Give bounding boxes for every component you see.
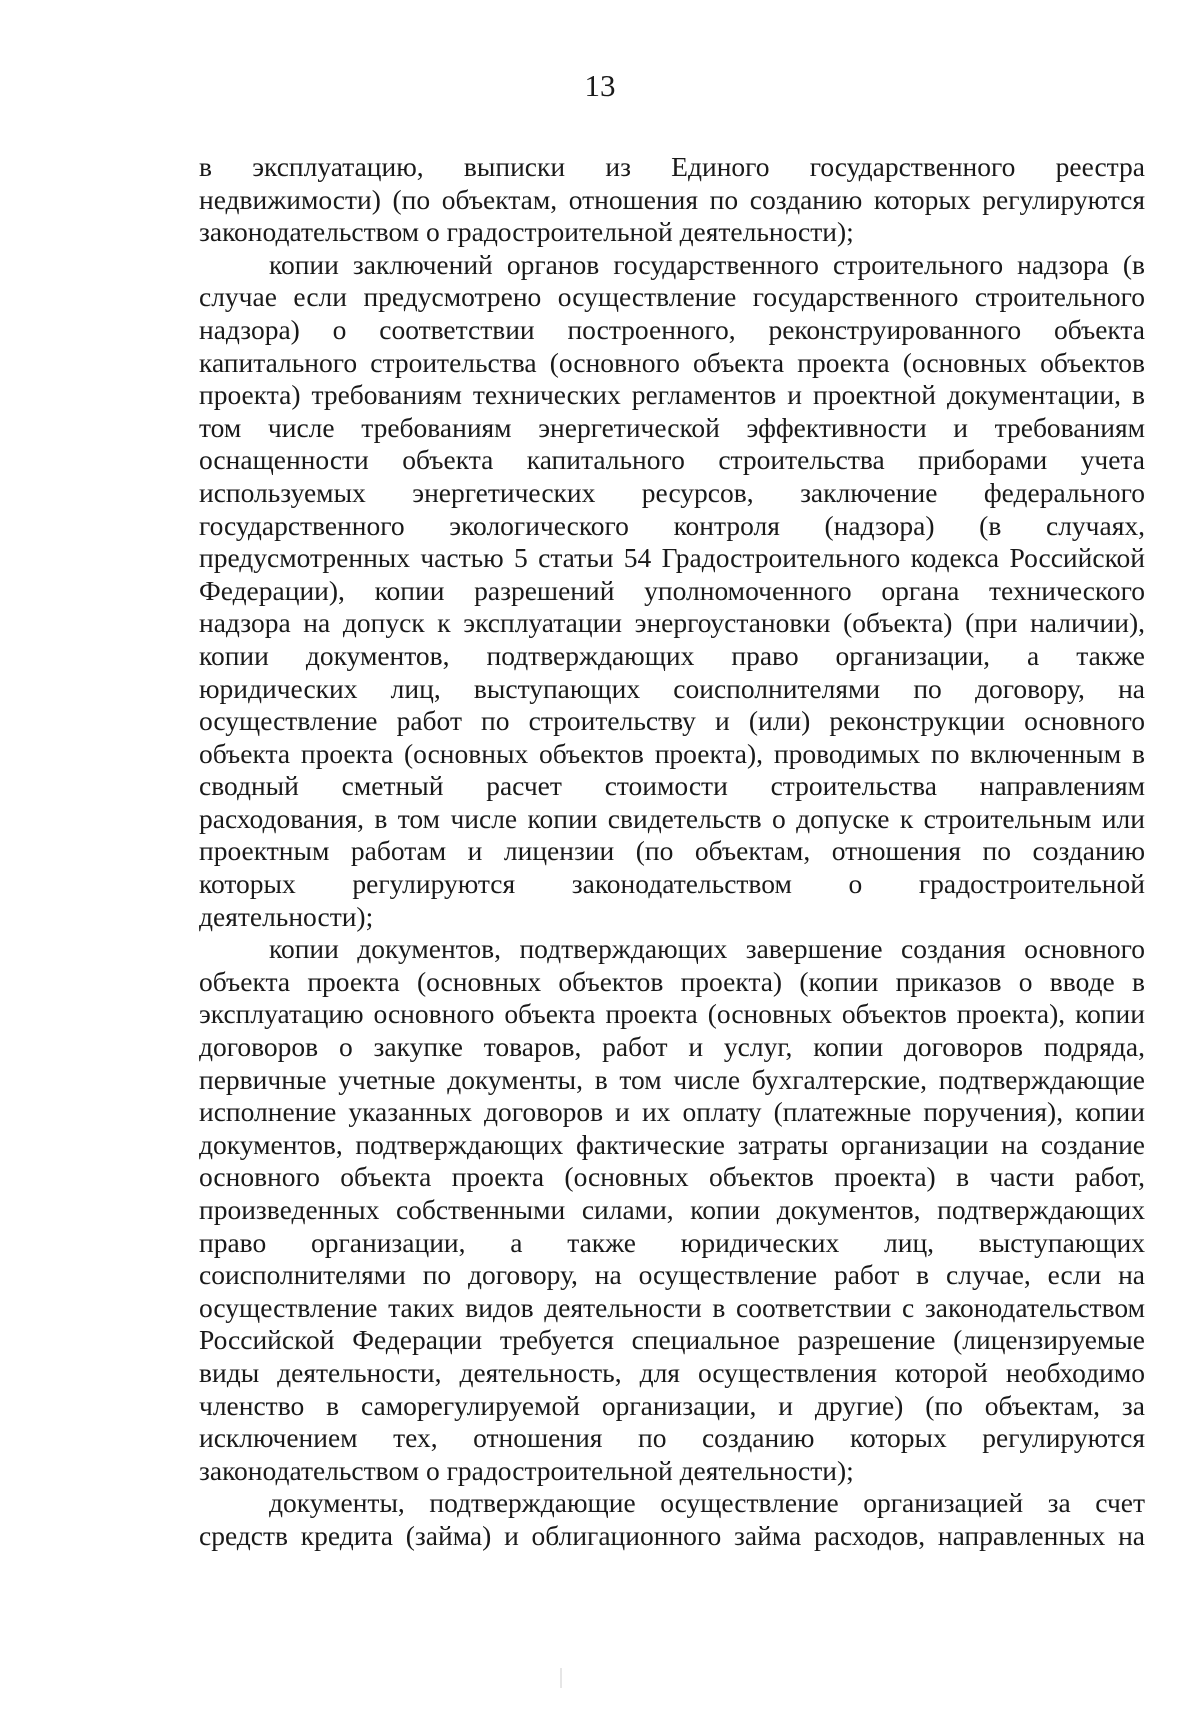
text-line: проекта) требованиям технических регламентов и проектной документации, в [199,379,1145,411]
paragraph [199,1487,1145,1552]
text-line: сводный сметный расчет стоимости строительства направлениям [199,770,1145,802]
text-line: расходования, в том числе копии свидетельств о допуске к строительным или [199,802,1145,834]
text-line: которых регулируются законодательством о градостроительной [199,868,1145,900]
text-line: осуществление работ по строительству и (или) реконструкции основного [199,705,1145,737]
text-line: проектным работам и лицензии (по объектам, отношения по созданию [199,835,1145,867]
text-line: объекта проекта (основных объектов проекта) (копии приказов о вводе в [199,965,1145,997]
text-line: соисполнителями по договору, на осуществление работ в случае, если на [199,1259,1145,1291]
text-line: произведенных собственными силами, копии документов, подтверждающих [199,1194,1145,1225]
text-line: эксплуатацию основного объекта проекта (основных объектов проекта), копии [199,998,1145,1030]
text-line: надзора на допуск к эксплуатации энергоустановки (объекта) (при наличии), [199,607,1145,639]
text-line: копии заключений органов государственного строительного надзора (в [269,248,1145,280]
text-line: юридических лиц, выступающих соисполнителями по договору, на [199,672,1145,704]
text-line: договоров о закупке товаров, работ и услуг, копии договоров подряда, [199,1031,1145,1063]
text-line: недвижимости) (по объектам, отношения по созданию которых регулируются [199,183,1145,215]
text-line: основного объекта проекта (основных объектов проекта) в части работ, [199,1161,1145,1193]
text-line: деятельности); [199,900,374,932]
text-line: капитального строительства (основного объекта проекта (основных объектов [199,346,1145,378]
text-line: документы, подтверждающие осуществление организацией за счет [269,1487,1145,1519]
text-line: право организации, а также юридических лиц, выступающих [199,1226,1145,1258]
text-line: Федерации), копии разрешений уполномоченного органа технического [199,574,1145,606]
text-line: средств кредита (займа) и облигационного займа расходов, направленных на [199,1519,1145,1551]
text-line: законодательством о градостроительной деятельности); [199,1454,854,1486]
text-line: оснащенности объекта капитального строительства приборами учета [199,444,1145,476]
text-line: надзора) о соответствии построенного, реконструированного объекта [199,313,1145,345]
scan-artifact [560,1668,562,1688]
text-line: копии документов, подтверждающих право организации, а также [199,639,1145,671]
paragraph [199,933,1145,1487]
text-line: в эксплуатацию, выписки из Единого государственного реестра [199,151,1145,182]
text-line: копии документов, подтверждающих завершение создания основного [269,933,1145,965]
text-line: законодательством о градостроительной деятельности); [199,216,854,248]
text-line: осуществление таких видов деятельности в соответствии с законодательством [199,1291,1145,1323]
text-line: государственного экологического контроля (надзора) (в случаях, [199,509,1145,541]
text-line: первичные учетные документы, в том числе бухгалтерские, подтверждающие [199,1063,1145,1095]
page-number: 13 [584,68,616,103]
text-line: Российской Федерации требуется специальное разрешение (лицензируемые [199,1324,1145,1356]
text-line: виды деятельности, деятельность, для осуществления которой необходимо [199,1356,1145,1388]
text-line: членство в саморегулируемой организации, и другие) (по объектам, за [199,1389,1145,1421]
text-line: исключением тех, отношения по созданию которых регулируются [199,1422,1145,1454]
document-body [199,151,1145,1553]
text-line: документов, подтверждающих фактические затраты организации на создание [199,1128,1145,1160]
paragraph [199,249,1145,933]
paragraph [199,151,1145,249]
text-line: случае если предусмотрено осуществление государственного строительного [199,281,1145,313]
text-line: исполнение указанных договоров и их оплату (платежные поручения), копии [199,1096,1145,1128]
text-line: том числе требованиям энергетической эффективности и требованиям [199,411,1145,443]
text-line: используемых энергетических ресурсов, заключение федерального [199,476,1145,508]
text-line: предусмотренных частью 5 статьи 54 Градостроительного кодекса Российской [199,542,1145,574]
text-line: объекта проекта (основных объектов проекта), проводимых по включенным в [199,737,1145,769]
